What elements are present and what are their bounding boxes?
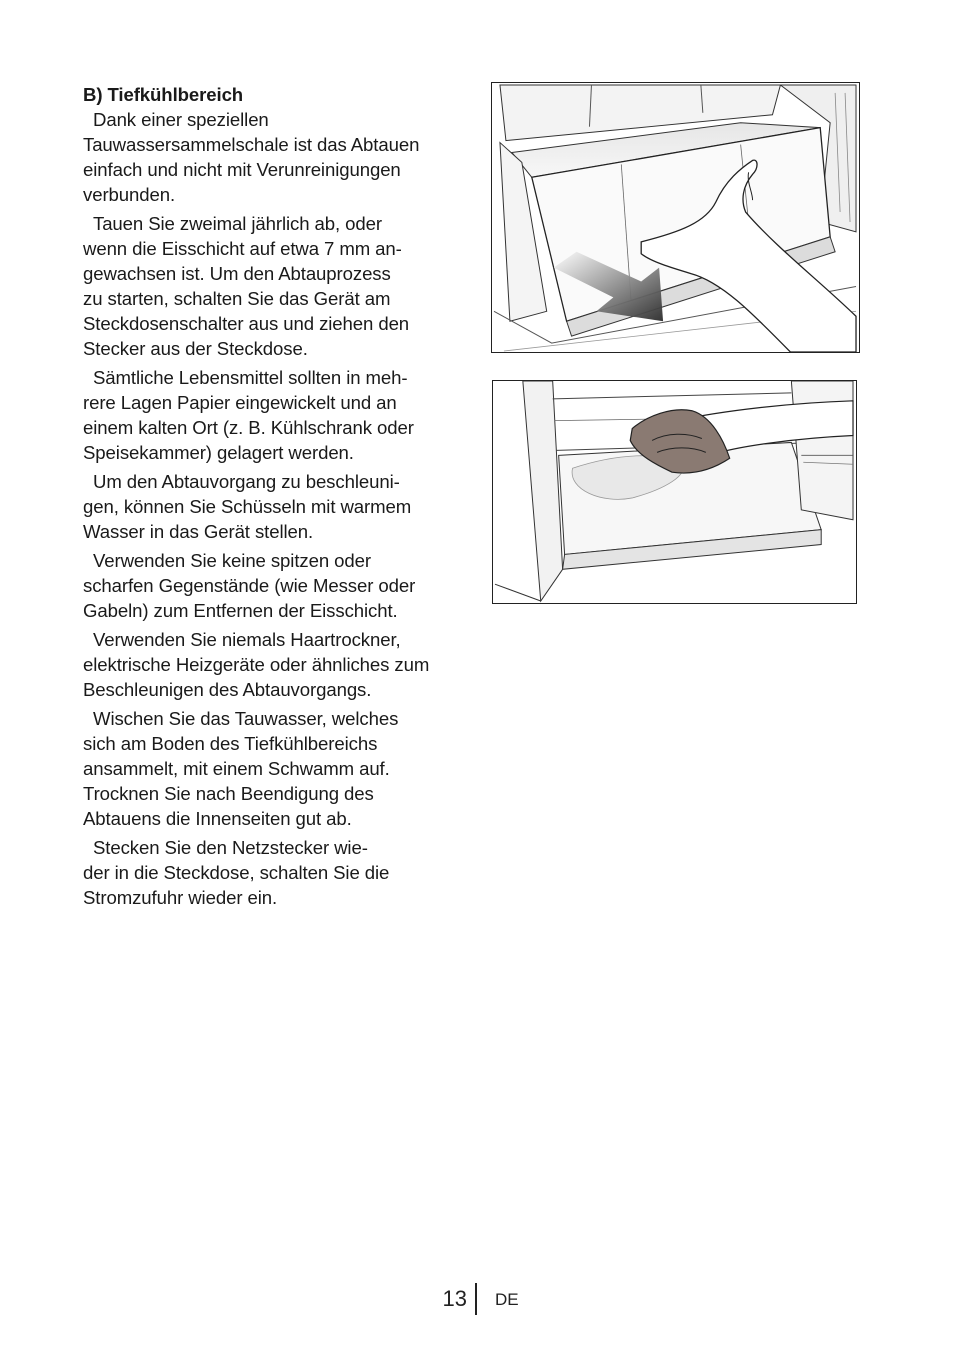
paragraph-intro: Dank einer speziellen Tauwassersammelschale ist das Abtauen einfach und nicht mit Verunreinigungen verbunden. (83, 109, 420, 205)
paragraph-wipe-water: Wischen Sie das Tauwasser, welches sich am Boden des Tiefkühlbereichs ansammelt, mit einem Schwamm auf. Trocknen Sie nach Beendigung des Abtauens die Innenseiten gut ab. (83, 708, 399, 829)
page-number: 13 (442, 1286, 467, 1311)
footer-divider (475, 1283, 477, 1315)
paragraph-food-storage: Sämtliche Lebensmittel sollten in meh- rere Lagen Papier eingewickelt und an einem kalten Ort (z. B. Kühlschrank oder Speisekammer) gelagert werden. (83, 367, 414, 463)
language-code: DE (495, 1290, 519, 1309)
section-heading: B) Tiefkühlbereich (83, 84, 244, 105)
paragraph-warm-water: Um den Abtauvorgang zu beschleuni- gen, können Sie Schüsseln mit warmem Wasser in das Gerät stellen. (83, 471, 412, 542)
paragraph-no-heaters: Verwenden Sie niemals Haartrockner, elektrische Heizgeräte oder ähnliches zum Beschleunigen des Abtauvorgangs. (83, 629, 430, 700)
paragraph-defrost-frequency: Tauen Sie zweimal jährlich ab, oder wenn die Eisschicht auf etwa 7 mm an- gewachsen ist. Um den Abtauprozess zu starten, schalten Sie das Gerät am Steckdosenschalter aus und ziehen den Stecker aus der Steckdose. (83, 213, 410, 359)
illustration-pull-drawer (491, 82, 860, 353)
paragraph-reconnect-power: Stecken Sie den Netzstecker wie- der in die Steckdose, schalten Sie die Stromzufuhr wieder ein. (83, 837, 390, 908)
page-footer (0, 1283, 954, 1315)
paragraph-no-sharp-objects: Verwenden Sie keine spitzen oder scharfen Gegenstände (wie Messer oder Gabeln) zum Entfernen der Eisschicht. (83, 550, 416, 621)
illustration-wipe-water (492, 380, 857, 604)
instruction-text-column (83, 82, 458, 914)
